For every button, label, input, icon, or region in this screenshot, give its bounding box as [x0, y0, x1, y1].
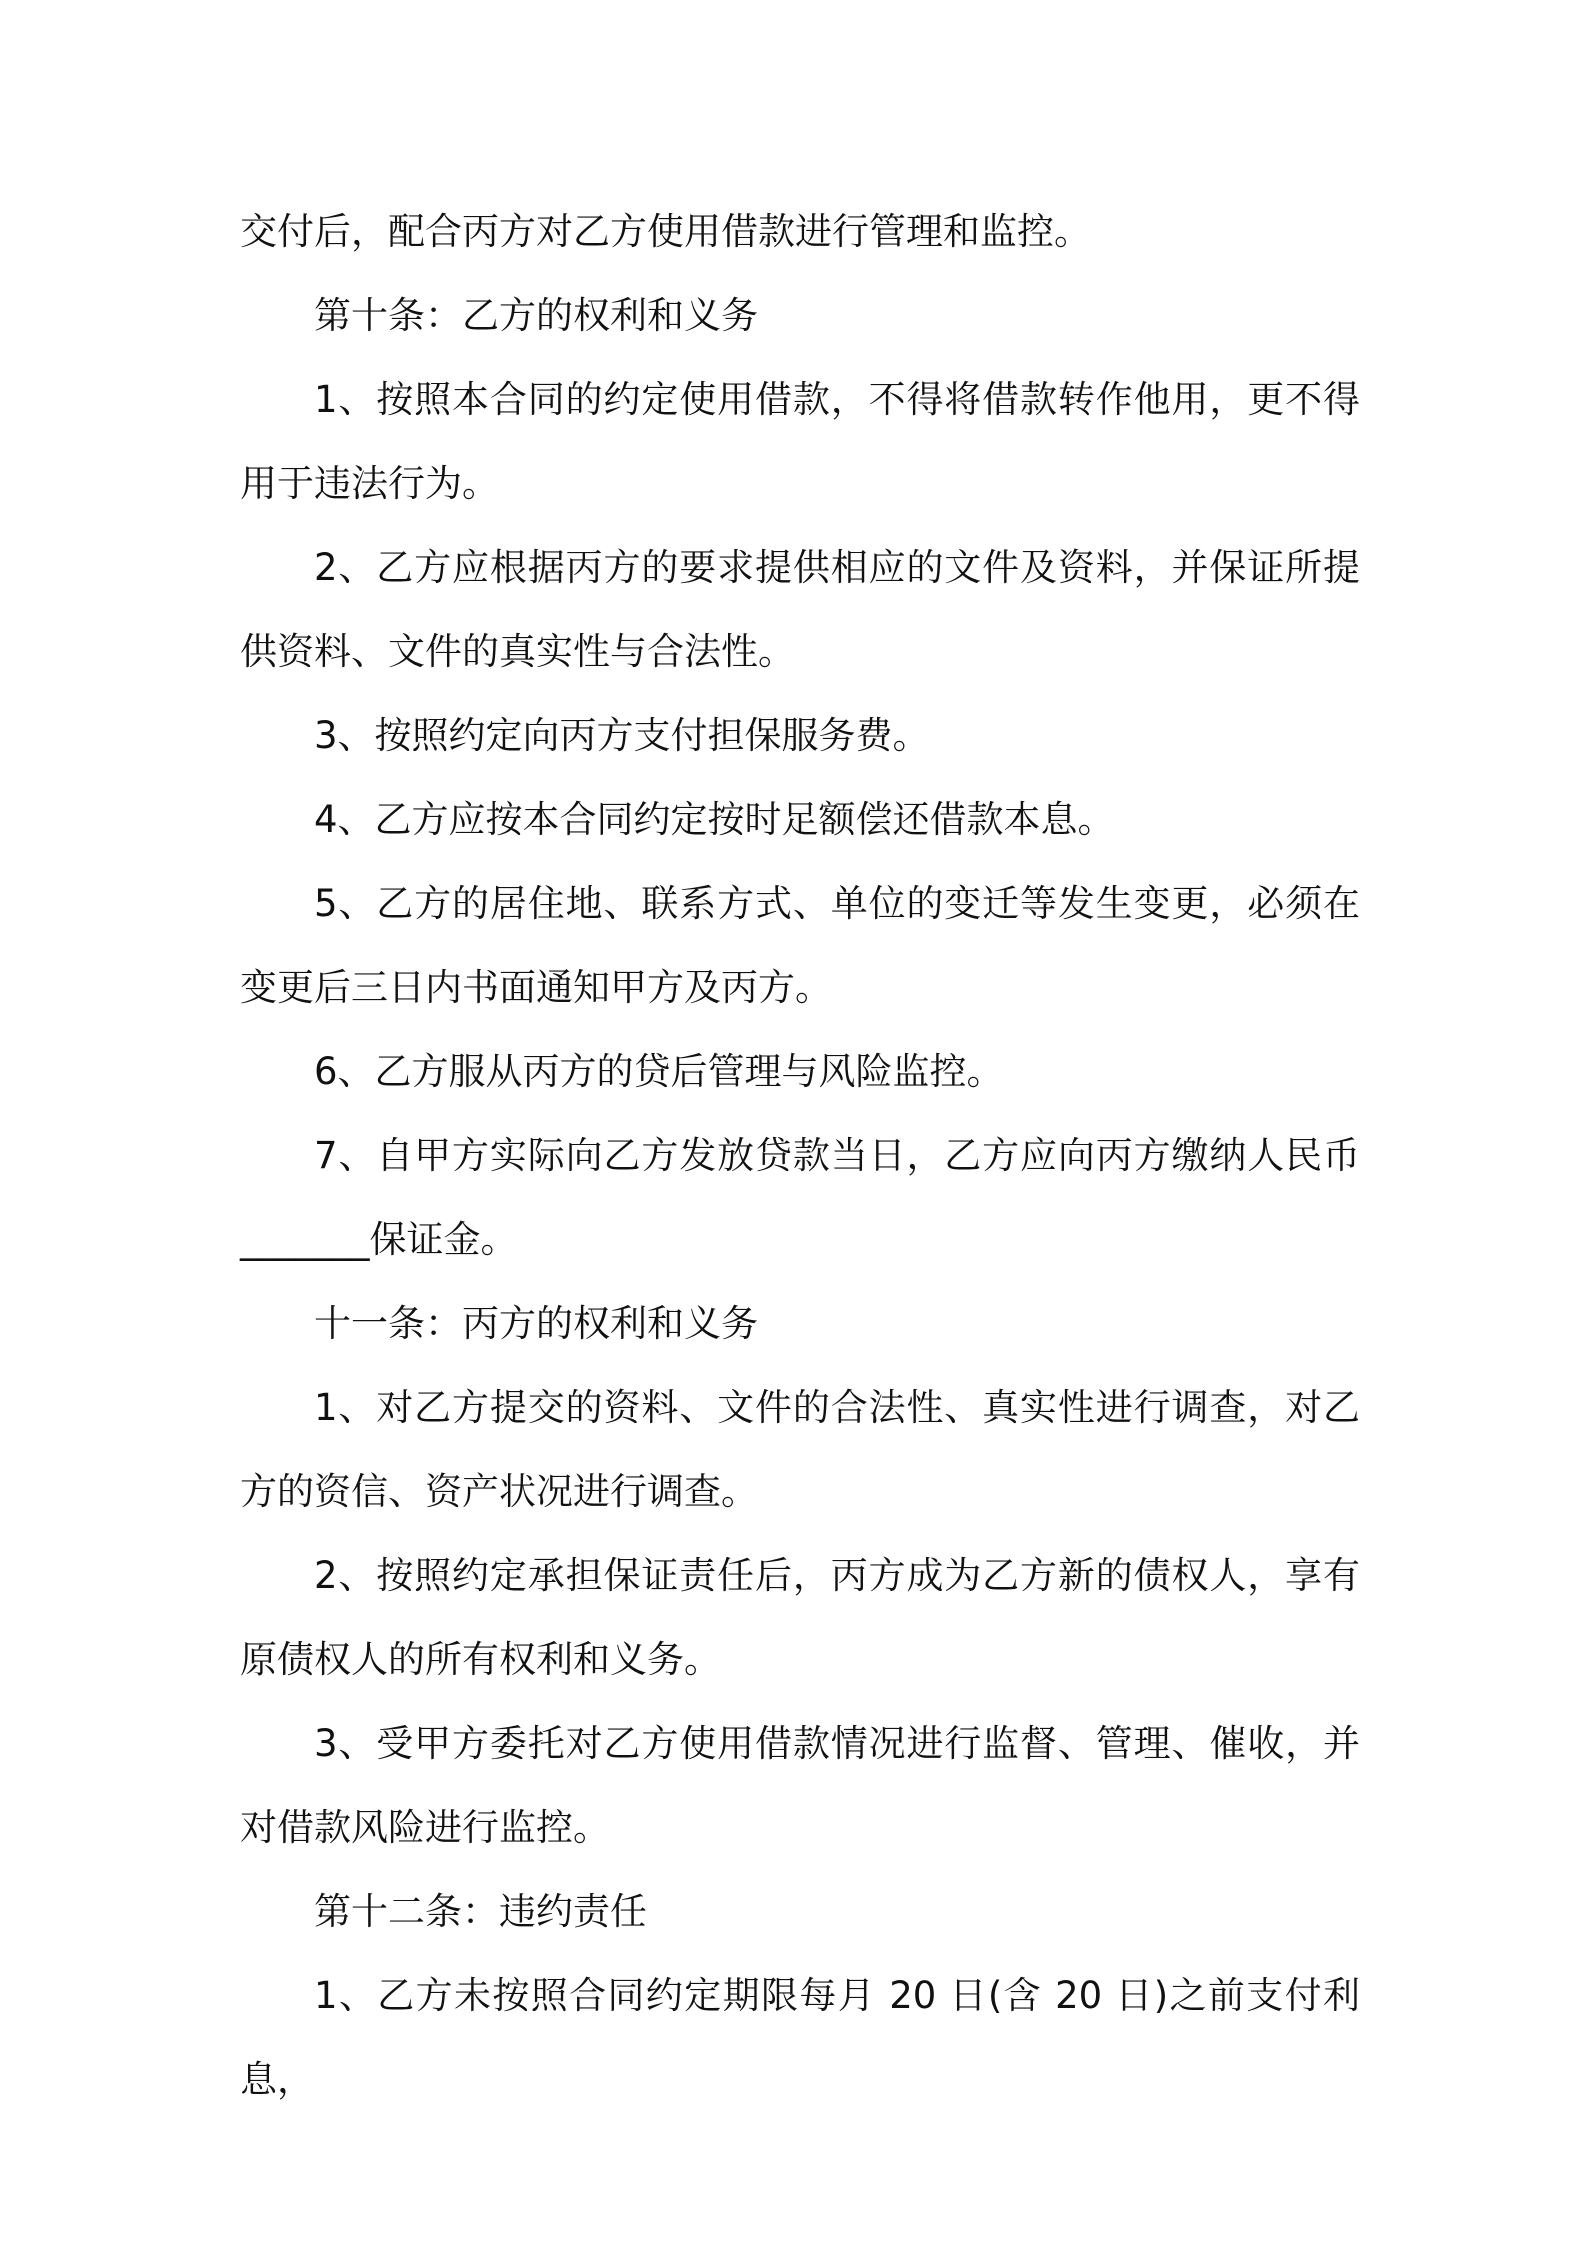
paragraph: 交付后，配合丙方对乙方使用借款进行管理和监控。: [240, 210, 1091, 253]
section-heading: 十一条：丙方的权利和义务: [314, 1302, 758, 1345]
paragraph: 2、乙方应根据丙方的要求提供相应的文件及资料，并保证所提供资料、文件的真实性与合法性。: [240, 546, 1360, 673]
paragraph: 4、乙方应按本合同约定按时足额偿还借款本息。: [314, 798, 1115, 841]
paragraph: 1、对乙方提交的资料、文件的合法性、真实性进行调查，对乙方的资信、资产状况进行调查。: [240, 1386, 1360, 1513]
section-heading: 第十二条：违约责任: [314, 1890, 647, 1933]
paragraph: 3、按照约定向丙方支付担保服务费。: [314, 714, 930, 757]
document-body: [240, 190, 1360, 2122]
paragraph: 3、受甲方委托对乙方使用借款情况进行监督、管理、催收，并对借款风险进行监控。: [240, 1722, 1360, 1849]
paragraph: 2、按照约定承担保证责任后，丙方成为乙方新的债权人，享有原债权人的所有权利和义务。: [240, 1554, 1360, 1681]
paragraph: 6、乙方服从丙方的贷后管理与风险监控。: [314, 1050, 1004, 1093]
section-heading: 第十条：乙方的权利和义务: [314, 294, 758, 337]
paragraph: 5、乙方的居住地、联系方式、单位的变迁等发生变更，必须在变更后三日内书面通知甲方及丙方。: [240, 882, 1360, 1009]
paragraph: 1、乙方未按照合同约定期限每月 20 日(含 20 日)之前支付利息，: [240, 1974, 1360, 2101]
paragraph: 1、按照本合同的约定使用借款，不得将借款转作他用，更不得用于违法行为。: [240, 378, 1360, 505]
paragraph: 7、自甲方实际向乙方发放贷款当日，乙方应向丙方缴纳人民币_______保证金。: [240, 1134, 1360, 1261]
